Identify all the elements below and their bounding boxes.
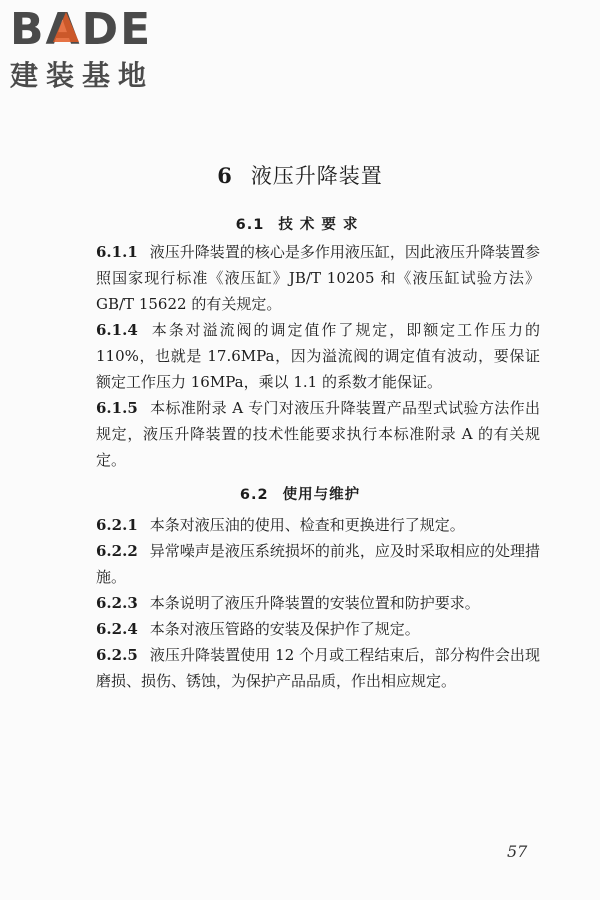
clause-number: 6.1.1 — [96, 243, 138, 261]
clause-number: 6.2.5 — [96, 646, 138, 664]
section-heading-6-2 — [0, 483, 600, 504]
section-number: 6.1 — [235, 217, 265, 233]
clause-text: 异常噪声是液压系统损坏的前兆，应及时采取相应的处理措施。 — [96, 542, 540, 586]
chapter-heading — [0, 160, 600, 190]
clause-text: 本条对液压油的使用、检查和更换进行了规定。 — [149, 516, 465, 534]
clause-6-2-2 — [96, 538, 540, 590]
section-number: 6.2 — [239, 487, 269, 503]
clause-6-1-4 — [96, 317, 540, 395]
clause-6-1-1 — [96, 239, 540, 317]
section-heading-6-1 — [0, 213, 600, 234]
logo-subtitle: 建装基地 — [10, 59, 155, 92]
clause-6-2-5 — [96, 642, 540, 694]
clause-6-2-1 — [96, 512, 540, 538]
clause-6-2-3 — [96, 590, 540, 616]
logo-wordmark: BADE — [10, 4, 153, 55]
chapter-title: 液压升降装置 — [250, 164, 383, 188]
clause-number: 6.2.2 — [96, 542, 138, 560]
clause-number: 6.2.1 — [96, 516, 138, 534]
clause-text: 本条对溢流阀的调定值作了规定，即额定工作压力的 110%，也就是 17.6MPa，因为溢流阀的调定值有波动，要保证额定工作压力 16MPa，乘以 1.1 的系数才能保证。 — [96, 321, 540, 391]
clause-text: 本条对液压管路的安装及保护作了规定。 — [149, 620, 420, 638]
clause-text: 本条说明了液压升降装置的安装位置和防护要求。 — [149, 594, 480, 612]
section-title: 使用与维护 — [282, 487, 361, 503]
clause-text: 液压升降装置的核心是多作用液压缸，因此液压升降装置参照国家现行标准《液压缸》JB/T 10205 和《液压缸试验方法》GB/T 15622 的有关规定。 — [96, 243, 540, 313]
section-title: 技术要求 — [278, 217, 365, 233]
clause-text: 本标准附录 A 专门对液压升降装置产品型式试验方法作出规定，液压升降装置的技术性能要求执行本标准附录 A 的有关规定。 — [96, 399, 540, 469]
clause-6-2-4 — [96, 616, 540, 642]
clause-number: 6.1.4 — [96, 321, 138, 339]
logo-triangle-icon — [53, 12, 79, 42]
page-number: 57 — [507, 842, 528, 861]
clause-number: 6.1.5 — [96, 399, 138, 417]
clause-6-1-5 — [96, 395, 540, 473]
section-6-1-clauses — [96, 239, 540, 473]
bade-logo — [10, 6, 154, 94]
clause-number: 6.2.4 — [96, 620, 138, 638]
clause-text: 液压升降装置使用 12 个月或工程结束后，部分构件会出现磨损、损伤、锈蚀，为保护产品品质，作出相应规定。 — [96, 646, 540, 690]
chapter-number: 6 — [217, 163, 233, 188]
section-6-2-clauses — [96, 512, 540, 694]
clause-number: 6.2.3 — [96, 594, 138, 612]
